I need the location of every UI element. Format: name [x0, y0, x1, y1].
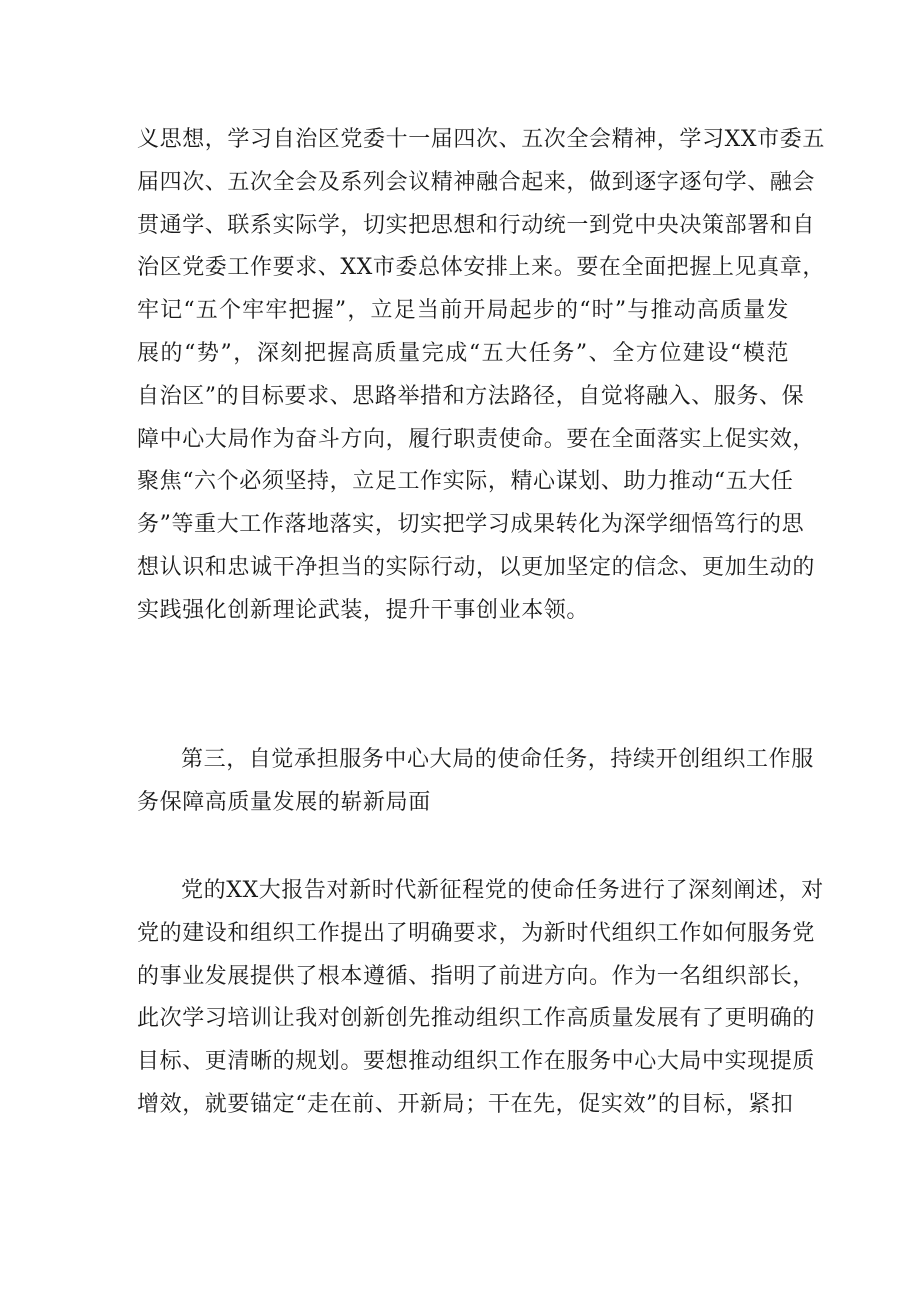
paragraph-line: 自治区”的目标要求、思路举措和方法路径，自觉将融入、服务、保 — [137, 383, 805, 409]
body-paragraph-1 — [137, 119, 825, 633]
paragraph-line: 此次学习培训让我对创新创先推动组织工作高质量发展有了更明确的 — [137, 1006, 816, 1032]
paragraph-line: 务”等重大工作落地落实，切实把学习成果转化为深学细悟笃行的思 — [137, 512, 805, 538]
paragraph-line: 党的XX大报告对新时代新征程党的使命任务进行了深刻阐述，对 — [181, 878, 824, 903]
body-paragraph-2 — [137, 870, 824, 1127]
section-heading — [137, 739, 814, 825]
paragraph-line: 党的建设和组织工作提出了明确要求，为新时代组织工作如何服务党 — [137, 920, 816, 946]
paragraph-line: 的事业发展提供了根本遵循、指明了前进方向。作为一名组织部长， — [137, 963, 816, 989]
paragraph-line: 治区党委工作要求、XX市委总体安排上来。要在全面把握上见真章， — [137, 255, 825, 281]
paragraph-line: 牢记“五个牢牢把握”，立足当前开局起步的“时”与推动高质量发 — [137, 298, 789, 324]
heading-line: 第三，自觉承担服务中心大局的使命任务，持续开创组织工作服 — [181, 747, 814, 772]
paragraph-line: 增效，就要锚定“走在前、开新局；干在先，促实效”的目标，紧扣 — [137, 1091, 794, 1117]
heading-line: 务保障高质量发展的崭新局面 — [137, 789, 431, 815]
paragraph-line: 聚焦“六个必须坚持，立足工作实际，精心谋划、助力推动“五大任 — [137, 469, 794, 495]
paragraph-line: 障中心大局作为奋斗方向，履行职责使命。要在全面落实上促实效， — [137, 426, 816, 452]
paragraph-line: 实践强化创新理论武装，提升干事创业本领。 — [137, 597, 590, 623]
paragraph-line: 目标、更清晰的规划。要想推动组织工作在服务中心大局中实现提质 — [137, 1049, 816, 1075]
paragraph-line: 展的“势”，深刻把握高质量完成“五大任务”、全方位建设“模范 — [137, 340, 789, 366]
paragraph-line: 届四次、五次全会及系列会议精神融合起来，做到逐字逐句学、融会 — [137, 169, 816, 195]
paragraph-line: 义思想，学习自治区党委十一届四次、五次全会精神，学习XX市委五 — [137, 127, 825, 152]
paragraph-line: 想认识和忠诚干净担当的实际行动，以更加坚定的信念、更加生动的 — [137, 554, 816, 580]
paragraph-line: 贯通学、联系实际学，切实把思想和行动统一到党中央决策部署和自 — [137, 212, 816, 238]
